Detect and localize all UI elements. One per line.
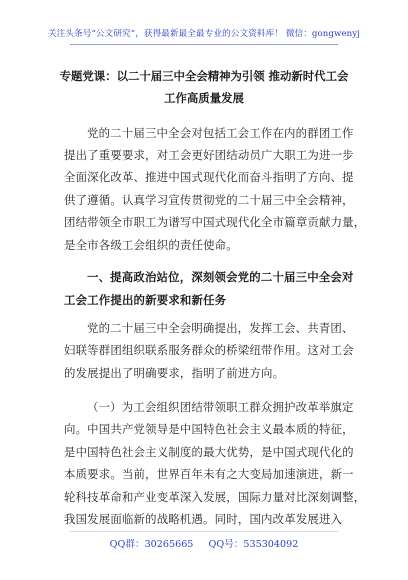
footer-qq: QQ号：535304092	[208, 539, 299, 550]
paragraph-line: 妇联等群团组织联系服务群众的桥梁纽带作用。这对工会	[64, 343, 354, 357]
paragraph-line: 提出了重要要求，对工会更好团结动员广大职工为进一步	[64, 148, 354, 162]
paragraph-line: 是中国特色社会主义制度的最大优势，是中国式现代化的	[64, 445, 354, 459]
paragraph-line: 的发展提出了明确要求，指明了前进方向。	[64, 366, 285, 380]
paragraph-line: 全面深化改革、推进中国式现代化而奋斗指明了方向、提	[64, 170, 354, 184]
paragraph-line: （一）为工会组织团结带领职工群众拥护改革举旗定	[87, 400, 354, 414]
paragraph-line: 党的二十届三中全会明确提出，发挥工会、共青团、	[87, 321, 354, 335]
footer-divider	[70, 531, 338, 532]
section-heading-line: 一、提高政治站位，深刻领会党的二十届三中全会对	[87, 270, 354, 284]
paragraph-line: 是全市各级工会组织的责任使命。	[64, 238, 238, 252]
document-title-line-1: 专题党课：以二十届三中全会精神为引领 推动新时代工会	[59, 69, 349, 83]
section-heading-line: 工会工作提出的新要求和新任务	[64, 293, 227, 307]
header-divider	[70, 44, 338, 45]
paragraph-line: 我国发展面临新的战略机遇。同时，国内改革发展进入	[64, 512, 343, 526]
paragraph-line: 轮科技革命和产业变革深入发展，国际力量对比深刻调整，	[64, 490, 366, 504]
footer-qq-group: QQ群：30265665	[109, 539, 194, 550]
header-banner: 关注头条号“公文研究”，获得最新最全最专业的公文资料库！ 微信：gongwenyj	[47, 29, 361, 39]
paragraph-line: 团结带领全市职工为谱写中国式现代化全市篇章贡献力量，	[64, 215, 366, 229]
footer	[0, 536, 408, 550]
paragraph-line: 向。中国共产党领导是中国特色社会主义最本质的特征，	[64, 422, 354, 436]
paragraph-line: 党的二十届三中全会对包括工会工作在内的群团工作	[87, 126, 354, 140]
document-title-line-2: 工作高质量发展	[164, 91, 244, 105]
paragraph-line: 供了遵循。认真学习宣传贯彻党的二十届三中全会精神，	[64, 193, 354, 207]
paragraph-line: 本质要求。当前，世界百年未有之大变局加速演进，新一	[64, 467, 354, 481]
